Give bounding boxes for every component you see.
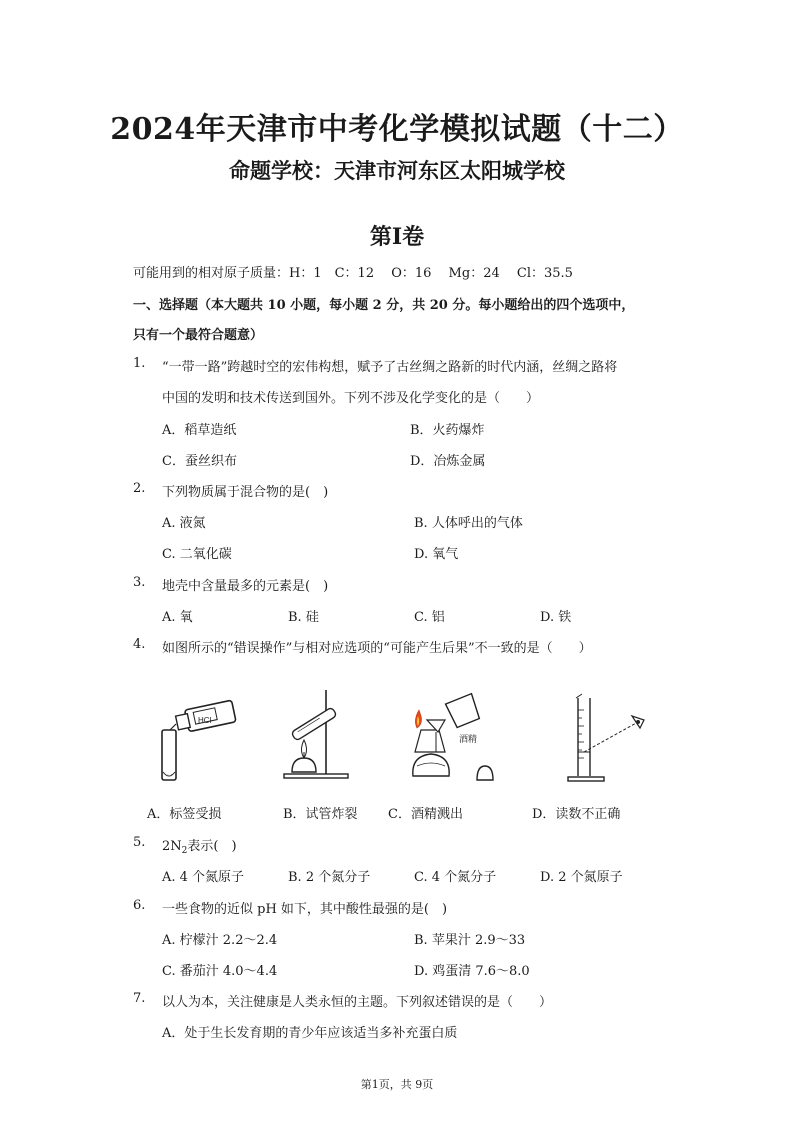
question-4-option-b[interactable]: B．试管炸裂 (283, 807, 358, 822)
question-3-option-a[interactable]: A. 氧 (162, 610, 193, 625)
question-5-stem (162, 835, 237, 856)
question-3-option-c[interactable]: C. 铝 (414, 610, 445, 625)
question-6-stem: 一些食物的近似 pH 如下，其中酸性最强的是( ) (162, 902, 448, 917)
question-3-option-d[interactable]: D. 铁 (540, 610, 572, 625)
figure-b-heating-test-tube (282, 688, 352, 780)
question-1-option-c[interactable]: C．蚕丝织布 (162, 454, 237, 469)
question-5-number: 5. (133, 835, 146, 850)
question-3-option-b[interactable]: B. 硅 (288, 610, 319, 625)
exam-title: 2024年天津市中考化学模拟试题（十二） (110, 112, 684, 147)
volume-heading: 第Ⅰ卷 (369, 224, 425, 250)
question-1-option-d[interactable]: D．冶炼金属 (410, 454, 486, 469)
question-7-option-a[interactable]: A．处于生长发育期的青少年应该适当多补充蛋白质 (162, 1026, 458, 1041)
question-1-option-a[interactable]: A．稻草造纸 (162, 423, 237, 438)
question-2-option-c[interactable]: C. 二氧化碳 (162, 547, 232, 562)
question-4-option-d[interactable]: D．读数不正确 (532, 807, 621, 822)
question-7-number: 7. (133, 991, 146, 1006)
question-6-option-a[interactable]: A. 柠檬汁 2.2～2.4 (162, 933, 278, 948)
svg-text:· · ·: · · · (164, 772, 172, 778)
question-4-option-a[interactable]: A．标签受损 (147, 807, 222, 822)
atomic-masses-line: 可能用到的相对原子质量：H：1 C：12 O：16 Mg：24 Cl：35.5 (133, 266, 573, 281)
figure-a-hcl-label: HCl (198, 716, 212, 725)
question-2-stem: 下列物质属于混合物的是( ) (162, 485, 329, 500)
question-4-stem: 如图所示的“错误操作”与相对应选项的“可能产生后果”不一致的是（ ） (162, 641, 592, 656)
page-footer: 第1页，共 9页 (360, 1078, 434, 1091)
question-5-formula-subscript: 2 (181, 846, 188, 856)
question-5-stem-text: 表示( ) (187, 839, 237, 854)
question-6-option-c[interactable]: C. 番茄汁 4.0～4.4 (162, 964, 278, 979)
figure-c-alcohol-label: 酒精 (459, 735, 478, 745)
question-3-stem: 地壳中含量最多的元素是( ) (162, 579, 329, 594)
question-1-option-b[interactable]: B．火药爆炸 (410, 423, 485, 438)
question-5-option-b[interactable]: B. 2 个氮分子 (288, 870, 371, 885)
exam-subtitle: 命题学校：天津市河东区太阳城学校 (229, 158, 565, 183)
question-6-option-d[interactable]: D. 鸡蛋清 7.6～8.0 (414, 964, 530, 979)
question-1-stem-line2: 中国的发明和技术传送到国外。下列不涉及化学变化的是（ ） (162, 391, 540, 406)
question-4-option-c[interactable]: C．酒精溅出 (388, 807, 463, 822)
figure-a-pouring-reagent (150, 690, 250, 790)
question-2-number: 2. (133, 481, 146, 496)
question-3-number: 3. (133, 575, 146, 590)
figure-c-refilling-lamp (405, 690, 500, 790)
section-heading-line2: 只有一个最符合题意） (133, 328, 264, 343)
question-1-number: 1. (133, 356, 146, 371)
question-5-option-d[interactable]: D. 2 个氮原子 (540, 870, 623, 885)
question-5-option-a[interactable]: A. 4 个氮原子 (162, 870, 245, 885)
question-6-number: 6. (133, 898, 146, 913)
question-2-option-b[interactable]: B. 人体呼出的气体 (414, 516, 523, 531)
figure-d-reading-cylinder (560, 690, 660, 785)
question-4-number: 4. (133, 637, 146, 652)
section-heading-line1: 一、选择题（本大题共 10 小题，每小题 2 分，共 20 分。每小题给出的四个选项中， (133, 298, 635, 313)
question-1-stem-line1: “一带一路”跨越时空的宏伟构想，赋予了古丝绸之路新的时代内涵，丝绸之路将 (162, 360, 618, 375)
question-5-option-c[interactable]: C. 4 个氮分子 (414, 870, 497, 885)
question-6-option-b[interactable]: B. 苹果汁 2.9～33 (414, 933, 526, 948)
question-2-option-d[interactable]: D. 氧气 (414, 547, 459, 562)
question-2-option-a[interactable]: A. 液氮 (162, 516, 206, 531)
question-7-stem: 以人为本，关注健康是人类永恒的主题。下列叙述错误的是（ ） (162, 995, 553, 1010)
question-5-formula: 2N (162, 839, 182, 854)
